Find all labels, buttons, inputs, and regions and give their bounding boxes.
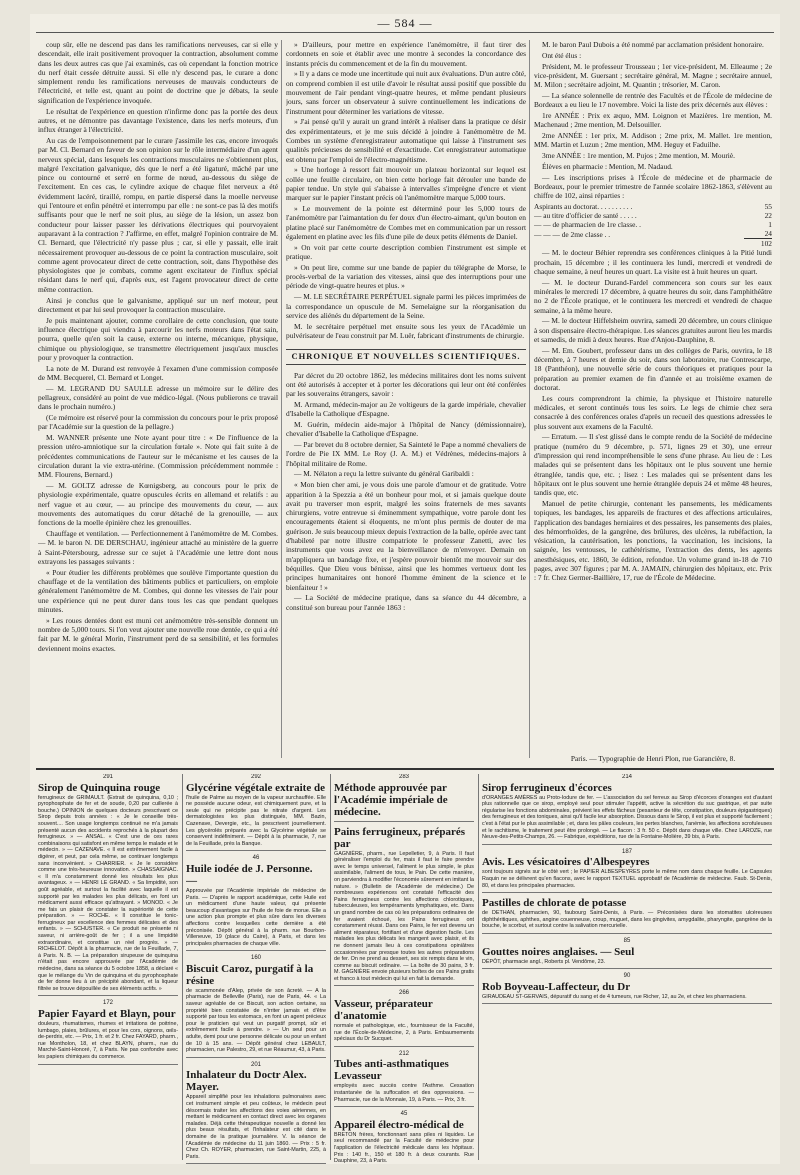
table-row <box>534 211 772 220</box>
paragraph: » Le mouvement de la pointe est déterminé pour les 5,000 tours de l'anémomètre par l'aimantation du fer doux d'un électro-aimant, qu'un bouton en platine placé sur l'anémomètre de Combes met en communication par un ressort également en platine avec les fils d'une pile de deux petits éléments de Daniel. <box>286 204 526 241</box>
advertisement <box>186 955 326 1058</box>
article-column-3 <box>534 40 772 765</box>
column-divider <box>182 774 183 1160</box>
ad-title: Glycérine végétale extraite de <box>186 781 325 794</box>
ad-rule <box>482 1003 772 1004</box>
ad-body: de scammonée d'Alep, privée de son âcreté. — A la pharmacie de Belleville (Paris), rue de Paris, 44. « La saveur agréable de ce Biscuit, son action certaine, sa propriété bien constatée de n'irriter jamais et d'être supporté par tous les estomacs, en font un agent précieux pour le praticien qui veut un purgatif prompt, sûr et extrêmement facile à prendre. » — Un seul pour un adulte, demi pour une personne délicate ou pour un enfant de 10 à 15 ans. — Dépôt général chez LEBAULT, pharmacien, rue Palestro, 29, et rue Réaumur, 43, à Paris. <box>186 987 326 1054</box>
advertisement <box>38 774 178 996</box>
paragraph: Chauffage et ventilation. — Perfectionnement à l'anémomètre de M. Combes. — M. le baron N. DE DERSCHAU, ingénieur attaché au ministère de la guerre à Saint-Pétersbourg, adresse sur ce sujet à l'Académie une lettre dont nous extrayons les passages suivants : <box>38 529 278 567</box>
table-row <box>534 202 772 211</box>
paragraph: — La Société de médecine pratique, dans sa séance du 44 décembre, a constitué son bureau pour l'année 1863 : <box>286 593 526 612</box>
ad-body: douleurs, rhumatismes, rhumes et irritations de poitrine, lumbago, plaies, brûlures, et pour les cors, oignons, œils-de-perdrix, etc. — Prix, 1 fr. et 2 fr. Chez FAYARD, pharm., rue Montholon, 18, et chez BLAYN, pharm., rue du Marché-Saint-Honoré, 7, à Paris. Ne pas confondre avec les papiers chimiques du commerce. <box>38 1021 178 1060</box>
ad-rule <box>334 821 474 822</box>
ad-rule <box>482 933 772 934</box>
ad-body: Appareil simplifié pour les inhalations pulmonaires avec cet instrument simple et peu coûteux, le médecin peut désormais traiter les affections des voies aériennes, en mettant le médicament en contact direct avec les organes malades. Déjà cette thérapeutique nouvelle a donné les plus beaux résultats, et l'Inhalateur est cité dans le domaine de la pratique journalière. V. la séance de l'Académie de médecine du 11 juin 1860. — Prix : 5 fr. Chez Ch. ROYER, pharmacien, rue Saint-Martin, 225, à Paris. <box>186 1094 326 1160</box>
ad-body: BRETON frères, fonctionnant sans piles ni liquides. Le seul recommandé par la Faculté de médecine pour l'application de l'électricité médicale dans les hôpitaux. Prix : 140 fr., 150 et 180 fr. à deux courants. Rue Dauphine, 23, à Paris. <box>334 1131 474 1164</box>
ad-title: Pains ferrugineux, préparés par <box>334 825 466 850</box>
ad-rule <box>334 1106 474 1107</box>
ad-number: 45 <box>400 1111 408 1118</box>
ad-title: Sirop de Quinquina rouge <box>38 781 161 794</box>
advertisement <box>482 973 772 1004</box>
page-number: — 584 — <box>377 16 433 30</box>
row-label: — au titre d'officier de santé . . . . . <box>534 211 637 221</box>
ad-body: l'huile de Palme au moyen de la vapeur surchauffée. Elle ne possède aucune odeur, est chimiquement pure, et la seule qui ne précipite pas le nitrate d'argent. Les dermatologistes les plus distingués, MM. Bazin, Cazenave, Devergie, etc., la prescrivent journellement. Les glycérolés préparés avec la Glycérine végétale se conservent indéfiniment. — Dépôt à la pharmacie, 7, rue de la Feuillade, près la Banque. <box>186 794 326 847</box>
ad-title: Méthode approuvée par l'Académie impériale de médecine. <box>334 781 448 818</box>
paragraph: — M. LEGRAND DU SAULLE adresse un mémoire sur le délire des pellagreux, considéré au point de vue médico-légal. (Nous publierons ce travail dans le prochain numéro.) <box>38 383 278 412</box>
paragraph: Par décret du 20 octobre 1862, les médecins militaires dont les noms suivent ont été autorisés à accepter et à porter les décorations qui leur ont été conférées par les souverains étrangers, savoir : <box>286 370 526 399</box>
row-value: 24 <box>764 229 772 239</box>
ad-number: 201 <box>250 1061 261 1068</box>
ad-number: 212 <box>398 1050 409 1057</box>
ad-title: Huile iodée de J. Personne. — <box>186 862 313 887</box>
table-row <box>534 220 772 229</box>
paragraph: (Ce mémoire est réservé pour la commission du concours pour le prix proposé par l'Académie sur la question de la pellagre.) <box>38 413 278 432</box>
paragraph: Je puis maintenant ajouter, comme corollaire de cette conclusion, que toute influence électrique qui viendra à parcourir les nerfs moteurs dans l'état sain, pourra, quelle qu'en soit la cause, externe ou interne, mécanique, physique, chimique ou physiologique, se transmettre électriquement jusqu'aux muscles pour y provoquer la contraction. <box>38 315 278 362</box>
paragraph: » Une horloge à ressort fait mouvoir un plateau horizontal sur lequel est collée une feuille circulaire, on bien cette horloge fait dérouler une bande de papier tendue. Un style qui s'abaisse à intervalles s'imprègne d'encre et vient marquer sur le papier l'instant précis où l'anémomètre marque 5,000 tours. <box>286 165 526 203</box>
ads-column-3 <box>334 774 474 1164</box>
paragraph: » D'ailleurs, pour mettre en expérience l'anémomètre, il faut tirer des cordonnets en soie et établir avec une montre à secondes la concordance des instants précis du commencement et de la fin du mouvement. <box>286 40 526 68</box>
advertisement <box>334 1111 474 1164</box>
advertisement <box>186 1062 326 1164</box>
ad-rule <box>186 850 326 851</box>
table-row <box>534 229 772 239</box>
ad-body: ferrugineux de GRIMAULT. (Extrait de quinquina, 0,10 ; pyrophosphate de fer et de soude, 0,20 par cuillerée à bouche.) OPINION de quelques docteurs prescrivant ce Sirop depuis trois années : « Je le conseille très-souvent.... Son usage longtemps continué ne m'a jamais présenté aucun des accidents reprochés à la plupart des ferrugineux. » — ANSAL. « C'est une de ces rares combinaisons qui satisfont en même temps le malade et le médecin. » — CAZENAVE. « Il est extrêmement facile à digérer, et peut, par cela même, se continuer longtemps sans inconvénient. » CHARRIER. « Je le considère comme une très-heureuse innovation. » CHASSAIGNAC. « Il m'a constamment donné les résultats les plus avantageux. » — HENRI LE GRAND. « Sa limpidité, son goût agréable, et surtout la facilité avec laquelle il est supporté par les malades les plus délicats, en font un médicament aussi efficace qu'attrayant. » MONOD. « Je me fais un plaisir de constater la supériorité de cette préparation. » — ROCHE. « Il constitue le tonic-ferrugineux par excellence des femmes délicates et des enfants. » — SCHUSTER. « Ce produit ne présente ni saveur, ni arrière-goût de fer ; il a une limpidité extraordinaire, et constitue un réel progrès. » — RICHELOT. Dépôt à la pharmacie, rue de la Feuillade, 7, à Paris. N. B. — La préparation sirupeuse de quinquina n'était pas encore approuvée par l'Académie de médecine, dans sa séance du 5 octobre 1858, a déclaré « que le mélange du Vin de quinquina et du pyrophosphate de fer donne lieu à un précipité abondant, et la liqueur filtrée se trouve dépouillée de ses éléments actifs. » <box>38 794 178 992</box>
ad-rule <box>186 950 326 951</box>
ad-title: Vasseur, préparateur d'anatomie <box>334 998 433 1023</box>
paragraph: — Par brevet du 8 octobre dernier, Sa Sainteté le Pape a nommé chevaliers de l'ordre de Pie IX MM. Le Roy (J. A. M.) et Védrènes, médecins-majors à l'hôpital militaire de Rome. <box>286 440 526 468</box>
ad-rule <box>482 844 772 845</box>
ad-title: Tubes anti-asthmatiques Levasseur <box>334 1058 449 1083</box>
ad-rule <box>38 995 178 996</box>
advertisement <box>482 897 772 934</box>
row-label <box>534 239 744 249</box>
row-label: — — — de 2me classe . . <box>534 229 611 239</box>
ads-column-2 <box>186 774 326 1164</box>
ad-body: Approuvée par l'Académie impériale de médecine de Paris. — D'après le rapport académique, cette Huile est un médicament d'une haute valeur, qui présente beaucoup d'avantages sur l'huile de foie de morue. Elle a une action plus prompte et plus sûre dans les diverses affections contre lesquelles cette dernière a été préconisée. Dépôt général à la pharm. rue Bourbon-Villeneuve, 19 (place du Caire), à Paris, et dans les principales pharmacies de chaque ville. <box>186 887 326 947</box>
advertisement <box>334 990 474 1046</box>
paragraph: Élèves en pharmacie : Mention, M. Nadaud. <box>542 162 673 172</box>
paragraph: — M. le docteur Durand-Fardel commencera son cours sur les eaux minérales le mercredi 17 décembre, à quatre heures du soir, dans l'amphithéâtre no 2 de l'École pratique, et le continuera les mercredi et vendredi de chaque semaine, à la même heure. <box>534 277 772 315</box>
ad-rule <box>482 968 772 969</box>
ad-title: Sirop ferrugineux d'écorces <box>482 781 612 794</box>
paragraph: 1re ANNÉE : Prix ex æquo, MM. Loignon et Mazières. 1re mention, M. Machenaud ; 2me mention, M. Delsouiller. <box>534 111 772 130</box>
paragraph: M. Armand, médecin-major au 2e voltigeurs de la garde impériale, chevalier d'Isabelle la Catholique d'Espagne. <box>286 399 526 419</box>
ad-number: 292 <box>250 774 261 780</box>
ad-rule <box>482 892 772 893</box>
ad-title: Pastilles de chlorate de potasse <box>482 897 627 910</box>
ad-number: 291 <box>102 774 113 780</box>
paragraph: M. WANNER présente une Note ayant pour titre : « De l'influence de la pression utéro-amniotique sur la circulation fœtale ». Note qui fait suite à de précédentes communications de l'auteur sur le mécanisme et les causes de la circulation durant la vie extra-utérine. (Commission précédemment nommée : MM. Flourens, Bernard.) <box>38 433 278 480</box>
ad-rule <box>334 1046 474 1047</box>
ad-body: sont toujours signés sur le côté vert ; le PAPIER ALBESPEYRES porte le même nom dans chaque feuille. Le Capsules Raquin ne se délivrent qu'en flacons, avec le rapport TEXTUEL approbatif de l'Académie de médecine. Faub. St-Denis, 80, et dans les principales pharmacies. <box>482 869 772 889</box>
ad-title: Gouttes noires anglaises. — Seul <box>482 945 635 958</box>
section-heading: CHRONIQUE ET NOUVELLES SCIENTIFIQUES. <box>286 349 526 364</box>
header-rule <box>36 32 774 33</box>
printer-line: Paris. — Typographie de Henri Plon, rue Garancière, 8. <box>570 754 736 763</box>
row-value: 55 <box>764 202 772 212</box>
table-row <box>534 239 772 249</box>
paragraph: 3me ANNÉE : 1re mention, M. Pujos ; 2me mention, M. Mouriè. <box>542 151 735 161</box>
paragraph: — La séance solennelle de rentrée des Facultés et de l'École de médecine de Bordeaux a eu lieu le 17 novembre. Voici la liste des prix décernés aux élèves : <box>534 90 772 110</box>
paragraph: M. Guérin, médecin aide-major à l'hôpital de Nancy (démissionnaire), chevalier d'Isabelle la Catholique d'Espagne. <box>286 419 526 439</box>
ad-number: 187 <box>621 848 632 855</box>
ad-number: 90 <box>623 973 631 980</box>
advertisement <box>334 1051 474 1107</box>
paragraph: — M. LE SECRÉTAIRE PERPÉTUEL signale parmi les pièces imprimées de la correspondance un opuscule de M. Semelaigne sur la réorganisation du service des aliénés du département de la Seine. <box>286 292 526 320</box>
ad-body: GIRAUDEAU ST-GERVAIS, dépuratif du sang et de 4 tumeurs, rue Richer, 12, au 2e, et chez les pharmaciens. <box>482 993 747 1000</box>
ad-title: Inhalateur du Doctr Alex. Mayer. <box>186 1069 307 1094</box>
paragraph: coup sûr, elle ne descend pas dans les ramifications nerveuses, car si elle y descendait, elle irait positivement provoquer la contraction, absolument comme dans les deux autres cas que j'ai examinés, cas où cependant la fonction motrice du nerf était cessée détruite aussi. Si elle n'y descend pas, le curare a donc simplement rendu les ramifications nerveuses de mauvais conducteurs de l'électricité, et telle est, quant au point de doctrine que je débats, la seule signification de l'expérience invoquée. <box>38 40 278 105</box>
paragraph: » Les roues dentées dont est muni cet anémomètre très-sensible donnent un nombre de 5,000 tours. Si l'on veut ajouter une nouvelle roue dentée, ce qui a été fait par M. le général Morin, l'instrument perd de sa sensibilité, et les formules deviennent moins exactes. <box>38 615 278 653</box>
paragraph: Président, M. le professeur Trousseau ; 1er vice-président, M. Elleaume ; 2e vice-président, M. Guersant ; secrétaire général, M. Magne ; secrétaire annuel, M. Milon ; secrétaire adjoint, M. Quantin ; trésorier, M. Caron. <box>534 61 772 90</box>
advertisement <box>38 1000 178 1064</box>
paragraph: « Pour étudier les différents problèmes que soulève l'importante question du chauffage et de la ventilation des bâtiments publics et particuliers, on emploie généralement l'anémomètre de M. Combes, qui donne les vitesses de l'air pour une expérience qui ne peut durer dans tous les cas que pendant quelques minutes. <box>38 567 278 615</box>
ad-title: Biscuit Caroz, purgatif à la résine <box>186 962 314 987</box>
column-divider <box>529 40 530 758</box>
advertisement <box>186 774 326 851</box>
ad-number: 214 <box>621 774 632 780</box>
row-label: — — de pharmacien de 1re classe. . <box>534 220 641 230</box>
paragraph: — M. Nélaton a reçu la lettre suivante du général Garibaldi : <box>294 469 474 479</box>
article-column-2 <box>286 40 526 765</box>
ad-body: employés avec succès contre l'Asthme. Cessation instantanée de la suffocation et des oppressions. — Pharmacie, rue de la Monnaie, 19, à Paris. — Prix, 3 fr. <box>334 1083 474 1103</box>
paragraph: Ainsi je conclus que le galvanisme, appliqué sur un nerf moteur, peut directement et par lui seul provoquer la contraction musculaire. <box>38 295 278 314</box>
paragraph: La note de M. Durand est renvoyée à l'examen d'une commission composée de MM. Becquerel, Cl. Bernard et Longet. <box>38 363 278 382</box>
paragraph: M. le secrétaire perpétuel met ensuite sous les yeux de l'Académie un pulvérisateur de l'eau construit par M. Luër, fabricant d'instruments de chirurgie. <box>286 321 526 340</box>
advertisement <box>482 849 772 893</box>
ad-title: Rob Boyveau-Laffecteur, du Dr <box>482 980 631 993</box>
paragraph: — Erratum. — Il s'est glissé dans le compte rendu de la Société de médecine pratique (numéro du 9 décembre, p. 571, lignes 29 et 30), une erreur d'impression qui rend incompréhensible le sens d'une phrase. Au lieu de : Les malades qui se présentent dans les hôpitaux ont le plus souvent une hernie étranglée, tandis que, etc. ; lisez : Les malades qui se présentent dans les hôpitaux ont le plus souvent une hernie étranglée depuis 24 et même 48 heures, tandis que, etc. <box>534 432 772 498</box>
ad-title: Appareil électro-médical de <box>334 1118 464 1131</box>
paragraph: Au cas de l'empoisonnement par le curare j'assimile les cas, encore invoqués par M. Cl. Bernard en faveur de son opinion sur le rôle intermédiaire d'un agent nerveux spécial, dans lesquels les contractions musculaires ne s'obtiennent plus, malgré l'excitation galvanique, dès que le nerf a été ligaturé, mâché par une pince ou contourné et serré en forme de nœud, au-dessous du siège de l'excitement. En ces cas, le cylindre axique de chaque filet nerveux a été évidemment lacéré, tiraillé, rompu, en partie dispersé dans la moelle nerveuse qui l'entoure et enfin pénétré et interrompu par elle : ne sont-ce pas là des motifs suffisants pour que le nerf ne soit plus, au siège de la lésion, un assez bon conducteur pour laisser passer les dérivations électriques qui pourvoyaient auparavant à la contraction ? J'affirme, en effet, malgré l'opinion contraire de M. Cl. Bernard, que l'électricité n'y passe plus ; car, si elle y passait, elle irait nécessairement provoquer au-dessous de ce point la contraction musculaire, soit comme agent provocateur direct de cette contraction, soit, dans l'hypothèse des physiologistes que je combats, comme agent excitateur de l'influx spécial résidant dans le nerf qui, d'après eux, est l'agent provocateur direct de cette même contraction. <box>38 135 278 294</box>
ad-rule <box>334 985 474 986</box>
ads-column-1 <box>38 774 178 1164</box>
journal-page <box>30 14 780 1164</box>
ad-body: GAGNIÈRE, pharm., rue Lepelletier, 9, à Paris. Il faut généraliser l'emploi du fer, mais il faut le faire prendre avec le temps universel, l'aliment le plus simple, le plus assimilable, l'aliment de tous, le Pain. De cette manière, on parviendra à modifier l'économie sûrement en imitant la nature. » (Bulletin de l'Académie de médecine.) De nombreuses expériences ont constaté l'efficacité des Pains ferrugineux contre les affections chlorotiques, tuberculeuses, les tempéraments lymphatiques, etc. Dans un grand nombre de cas où les préparations ordinaires de fer avaient échoué, les Pains ferrugineux ont constamment réussi. Dans ces Pains, le fer est devenu un aliment réparateur, fortifiant et d'une digestion facile. Les malades les plus délicats les mangent avec plaisir, et ils ne donnent jamais lieu à ces constipations opiniâtres occasionnées par presque toutes les autres préparations de fer. On ne prend au dessert, ses six rempis dans le vin, comme au biscuit ordinaire. — La boîte de 30 pains, 3 fr. M. GAGNIÈRE envoie plusieurs boîtes de ces Pains gratis et franco à tout médecin qui lui en fait la demande. <box>334 850 474 982</box>
advertisement <box>186 855 326 951</box>
paragraph: Le résultat de l'expérience en question n'infirme donc pas la portée des deux autres, et ne démontre pas davantage l'existence, dans les nerfs moteurs, d'un influx étranger à l'électricité. <box>38 106 278 135</box>
paragraph: — M. Em. Goubert, professeur dans un des collèges de Paris, ouvrira, le 18 décembre, à 7 heures et demie du soir, dans son laboratoire, rue Contrescarpe, 18 (Panthéon), une nouvelle série de cours théoriques et pratiques pour la préparation au premier examen de fin d'année et au troisième examen de doctorat. <box>534 345 772 392</box>
advertisement <box>334 774 474 822</box>
ad-rule <box>38 1064 178 1065</box>
paragraph: Manuel de petite chirurgie, contenant les pansements, les médicaments topiques, les bandages, les appareils de fractures et des affections articulaires, l'application des bandages herniaires et des pessaires, les pansements des plaies, des hémorrhoïdes, de la gangrène, des brûlures, des ulcères, la rubéfaction, la vésication, la cautérisation, les ponctions, la vaccination, les incisions, la saignée, les ventouses, le cathétérisme, l'extraction des dents, les agents anesthésiques, etc. 1860, 3e édition, refondue. Un volume grand in-18 de 710 pages, avec 307 figures ; par M. A. JAMAIN, chirurgien des hôpitaux, etc. Prix : 7 fr. Chez Germer-Baillière, 17, rue de l'École de Médecine. <box>534 498 772 583</box>
ad-number: 172 <box>102 1000 113 1007</box>
ad-body: normale et pathologique, etc., fournisseur de la Faculté, rue de l'École-de-Médecine, 2, à Paris. Embaumements spéciaux du Dr Sucquet. <box>334 1023 474 1043</box>
ad-number: 46 <box>252 855 260 862</box>
advertisement <box>482 774 772 845</box>
ad-body: DÉPÔT, pharmacie angl., Roberts pl. Vendôme, 23. <box>482 958 606 965</box>
column-divider <box>330 774 331 1160</box>
paragraph: M. le baron Paul Dubois a été nommé par acclamation président honoraire. <box>542 40 764 49</box>
paragraph: » J'ai pensé qu'il y aurait un grand intérêt à réaliser dans la pratique ce désir des expérimentateurs, et je me suis décidé à joindre à l'anémomètre de M. Combes un système d'enregistrateur automatique qui laisse à l'instrument ses qualités précieuses de sensibilité et d'exactitude. Cet enregistrateur automatique est obtenu par l'emploi de l'électro-magnétisme. <box>286 117 526 164</box>
ad-body: d'ORANGES AMÈRES au Proto-Iodure de fer. — L'association du sel ferreux au Sirop d'écorces d'oranges est d'autant plus rationnelle que ce sirop, employé seul pour stimuler l'appétit, active la sécrétion du suc gastrique, et par suite régularise les fonctions abdominales, prévient les effets fâcheux (pesanteur de tête, constipation, douleurs épigastriques) des ferrugineux et des toniques, ainsi qu'il facile leur absorption. Dissous dans le Sirop, il est plus et supporté facilement ; c'est à l'état pur le plus assimilable ; et, dans les pâles couleurs, les pertes blanches, l'anémie, les affections scrofuleuses et le rachitisme, le traitement peut être prolongé. — Le flacon : 3 fr. 50 c. Dépôt dans chaque ville. Chez LAROZE, rue Neuve-des-Petits-Champs, 26. — Fabrique, expéditions, rue de la Fontaine-Molière, 39 bis, à Paris. <box>482 794 772 841</box>
row-value: 22 <box>764 211 772 221</box>
column-divider <box>478 774 479 1160</box>
advertisement <box>482 938 772 969</box>
ad-title: Papier Fayard et Blayn, pour <box>38 1008 176 1020</box>
ad-number: 266 <box>398 990 409 997</box>
ad-number: 160 <box>250 955 261 962</box>
paragraph: — M. le docteur Hiffelsheim ouvrira, samedi 20 décembre, un cours clinique à son dispensaire électro-thérapique. Les séances gratuites auront lieu les mardis et samedis, de midi à deux heures. Rue d'Anjou-Dauphine, 8. <box>534 316 772 344</box>
paragraph: — Les inscriptions prises à l'École de médecine et de pharmacie de Bordeaux, pour le premier trimestre de l'année scolaire 1862-1863, s'élèvent au chiffre de 102, ainsi réparties : <box>534 172 772 201</box>
paragraph: 2me ANNÉE : 1er prix, M. Addison ; 2me prix, M. Mallet. 1re mention, MM. Martin et Luzun ; 2me mention, MM. Heguy et Faduilhe. <box>534 131 772 150</box>
ad-title: Avis. Les vésicatoires d'Albespeyres <box>482 856 650 869</box>
row-value: 1 <box>768 220 772 230</box>
paragraph: Les cours comprendront la chimie, la physique et l'histoire naturelle médicales, et seront continués tous les soirs. Le legs de chimie chez sera consacrée à des conférences orales d'après un recueil des questions adressées le plus souvent aux examens de la Faculté. <box>534 393 772 431</box>
article-column-1 <box>38 40 278 765</box>
ads-separator <box>36 768 774 770</box>
ad-rule <box>186 1163 326 1164</box>
paragraph: « Mon bien cher ami, je vous dois une parole d'amour et de gratitude. Votre apparition à la Spezzia a été un bonheur pour moi, et si jamais quelque doute avait pu traverser mon esprit, malgré les soins fraternels de mes savants chirurgiens, votre entrevue si éminemment sympathique, votre parole dont les encouragements étaient si éloquents, ne m'ont plus permis de douter de ma guérison. Je suis beaucoup mieux depuis l'extraction de la balle, opérée avec tant d'habileté par notre illustre compatriote le professeur Zanetti, avec les instruments que vous avez eu la bienveillance de m'envoyer. Demain on m'appliquera un bandage fixe, et j'espère pouvoir bientôt me mouvoir sur des béquilles. Que Dieu vous bénisse, ainsi que les hommes vertueux dont les principes humanitaires ont honoré l'homme éminent de la science et le bienfaiteur ! » <box>286 480 526 592</box>
ad-number: 283 <box>398 774 409 780</box>
ad-rule <box>186 1057 326 1058</box>
advertisement <box>334 826 474 987</box>
paragraph: Ont été élus : <box>542 50 582 60</box>
paragraph: — M. le docteur Béhier reprendra ses conférences cliniques à la Pitié lundi prochain, 15 décembre ; il les continuera les lundi, mercredi et vendredi de chaque semaine, à neuf heures un quart. La visite est à huit heures un quart. <box>534 248 772 276</box>
ads-column-4 <box>482 774 772 1164</box>
ad-number: 85 <box>623 937 631 944</box>
paragraph: » On voit par cette courte description combien l'instrument est simple et pratique. <box>286 242 526 262</box>
column-divider <box>281 40 282 758</box>
inscriptions-table <box>534 202 772 248</box>
ad-body: de DETHAN, pharmacien, 90, faubourg Saint-Denis, à Paris. — Préconisées dans les stomatites ulcéreuses diphthéritiques, aphthes, angine couenneuse, croup, muguet, dans les gingivites, amygdalite, pharyngite, gangrène de la bouche, le scorbut, et surtout contre la salivation mercurielle. <box>482 910 772 930</box>
paragraph: » Il y a dans ce mode une incertitude qui nuit aux évaluations. D'un autre côté, on comprend combien il est utile d'avoir le résultat aussi positif que possible du mouvement de l'air pendant vingt-quatre heures, et même pendant plusieurs jours, sans forcer un observateur à suivre continuellement les indications de l'instrument pour déterminer les variations de vitesse. <box>286 69 526 116</box>
row-label: Aspirants au doctorat. . . . . . . . . . <box>534 202 633 212</box>
paragraph: » On peut lire, comme sur une bande de papier du télégraphe de Morse, le procès-verbal de la variation des vitesses, ainsi que des interruptions pour une période de vingt-quatre heures et plus. » <box>286 262 526 291</box>
row-value: 102 <box>744 239 772 249</box>
paragraph: — M. GOLTZ adresse de Kœnigsberg, au concours pour le prix de physiologie expérimentale, quatre opuscules écrits en allemand et relatifs : au nerf vague et au cœur, — au principe des mouvements du cœur, — aux mouvements des automatiques du cœur détaché de la grenouille, — aux fonctions de la moelle épinière chez les grenouilles. <box>38 481 278 528</box>
